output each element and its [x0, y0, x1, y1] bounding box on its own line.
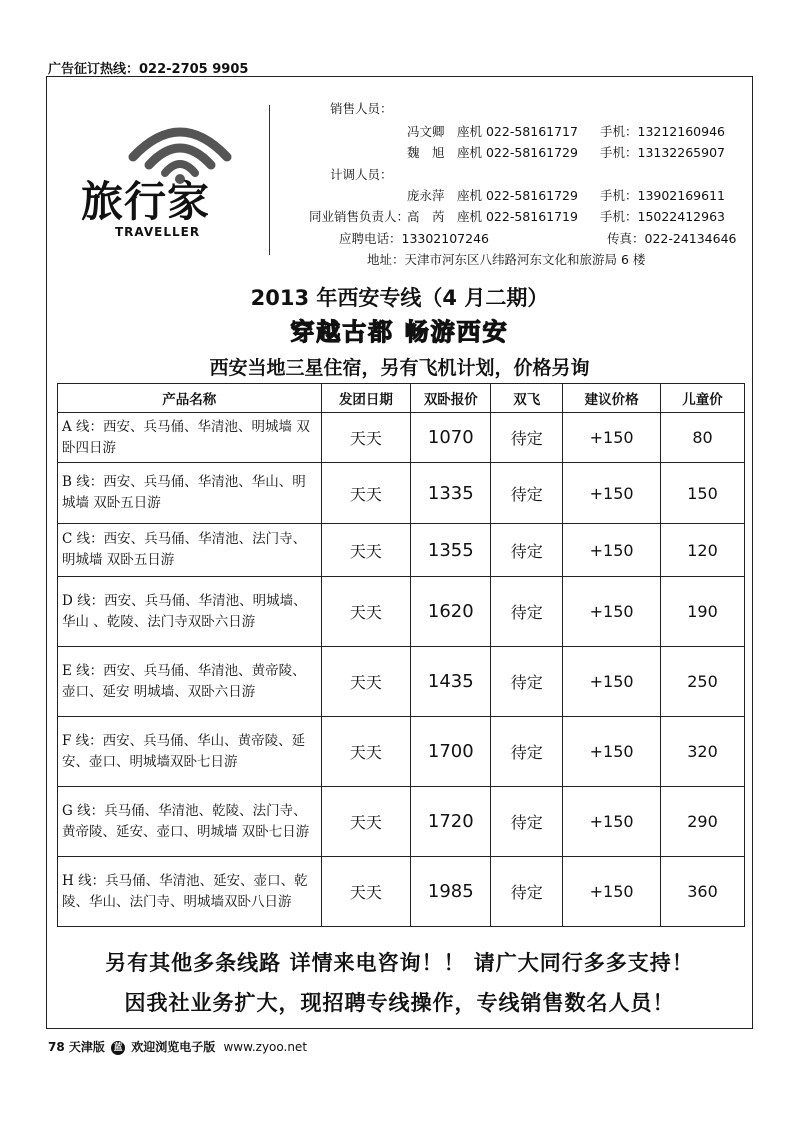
fax: 传真：022-24134646: [607, 231, 737, 246]
sales-label: 销售人员：: [330, 101, 393, 116]
header-date: 发团日期: [321, 384, 411, 413]
address: 地址：天津市河东区八纬路河东文化和旅游局 6 楼: [367, 252, 646, 267]
table-row: [58, 857, 745, 927]
table-row: [58, 787, 745, 857]
sales-1-name: 冯文卿: [407, 124, 445, 139]
sales-2-mobile: 手机：13132265907: [600, 145, 725, 160]
route-suggest: +150: [563, 717, 661, 787]
table-row: [58, 463, 745, 524]
route-fly: 待定: [491, 524, 563, 577]
header-product: 产品名称: [58, 384, 322, 413]
route-suggest: +150: [563, 787, 661, 857]
route-name: B 线：西安、兵马俑、华清池、华山、明城墙 双卧五日游: [58, 463, 322, 524]
table-header-row: [58, 384, 745, 413]
slogan: 穿越古都 畅游西安: [290, 318, 509, 346]
route-child: 290: [661, 787, 745, 857]
peer-label: 同业销售负责人：: [309, 209, 410, 224]
route-price: 1720: [411, 787, 491, 857]
table-row: [58, 413, 745, 463]
route-date: 天天: [321, 413, 411, 463]
route-fly: 待定: [491, 413, 563, 463]
route-name: H 线：兵马俑、华清池、延安、壶口、乾陵、华山、法门寺、明城墙双卧八日游: [58, 857, 322, 927]
brand-subtitle: TRAVELLER: [115, 225, 201, 239]
route-date: 天天: [321, 717, 411, 787]
route-name: G 线：兵马俑、华清池、乾陵、法门寺、黄帝陵、延安、壶口、明城墙 双卧七日游: [58, 787, 322, 857]
route-suggest: +150: [563, 647, 661, 717]
ad-frame: [46, 76, 753, 1029]
brand-name: 旅行家: [81, 177, 211, 226]
route-price: 1355: [411, 524, 491, 577]
header-fly: 双飞: [491, 384, 563, 413]
table-row: [58, 647, 745, 717]
logo: [77, 107, 277, 247]
planner-label: 计调人员：: [330, 167, 393, 182]
welcome-text: 欢迎浏览电子版: [131, 1040, 216, 1054]
page-title: 2013 年西安专线（4 月二期）: [250, 286, 549, 310]
sales-2-name: 魏 旭: [407, 145, 445, 160]
sales-1-tel: 座机 022-58161717: [457, 124, 578, 139]
planner-tel: 座机 022-58161729: [457, 188, 578, 203]
planner-mobile: 手机：13902169611: [600, 188, 725, 203]
route-date: 天天: [321, 463, 411, 524]
edition-badge: 蓝: [111, 1041, 125, 1055]
peer-tel: 座机 022-58161719: [457, 209, 578, 224]
route-name: E 线：西安、兵马俑、华清池、黄帝陵、壶口、延安 明城墙、双卧六日游: [58, 647, 322, 717]
route-price: 1620: [411, 577, 491, 647]
route-suggest: +150: [563, 413, 661, 463]
header-child: 儿童价: [661, 384, 745, 413]
route-price: 1070: [411, 413, 491, 463]
route-fly: 待定: [491, 787, 563, 857]
planner-name: 庞永萍: [407, 188, 445, 203]
header-divider: [269, 105, 270, 255]
route-price: 1985: [411, 857, 491, 927]
edition: 天津版: [68, 1040, 105, 1054]
route-child: 80: [661, 413, 745, 463]
route-date: 天天: [321, 524, 411, 577]
routes-table: [57, 383, 745, 927]
route-child: 320: [661, 717, 745, 787]
route-price: 1335: [411, 463, 491, 524]
route-child: 150: [661, 463, 745, 524]
footer-line-1: 另有其他多条线路 详情来电咨询！！ 请广大同行多多支持！: [105, 951, 694, 975]
subtitle: 西安当地三星住宿，另有飞机计划，价格另询: [209, 357, 590, 379]
route-name: A 线：西安、兵马俑、华清池、明城墙 双卧四日游: [58, 413, 322, 463]
route-suggest: +150: [563, 524, 661, 577]
header: [47, 77, 752, 272]
header-price: 双卧报价: [411, 384, 491, 413]
peer-mobile: 手机：15022412963: [600, 209, 725, 224]
route-date: 天天: [321, 577, 411, 647]
route-date: 天天: [321, 787, 411, 857]
page-footer: [48, 1038, 307, 1055]
route-fly: 待定: [491, 717, 563, 787]
route-child: 250: [661, 647, 745, 717]
route-child: 190: [661, 577, 745, 647]
sales-2-tel: 座机 022-58161729: [457, 145, 578, 160]
route-name: C 线：西安、兵马俑、华清池、法门寺、明城墙 双卧五日游: [58, 524, 322, 577]
table-row: [58, 577, 745, 647]
route-child: 360: [661, 857, 745, 927]
route-fly: 待定: [491, 577, 563, 647]
route-name: F 线：西安、兵马俑、华山、黄帝陵、延安、壶口、明城墙双卧七日游: [58, 717, 322, 787]
route-fly: 待定: [491, 647, 563, 717]
route-suggest: +150: [563, 463, 661, 524]
table-row: [58, 524, 745, 577]
sales-1-mobile: 手机：13212160946: [600, 124, 725, 139]
title-block: [47, 282, 752, 380]
route-price: 1700: [411, 717, 491, 787]
ad-hotline: 广告征订热线：022-2705 9905: [48, 62, 249, 77]
route-date: 天天: [321, 857, 411, 927]
route-fly: 待定: [491, 463, 563, 524]
route-suggest: +150: [563, 857, 661, 927]
route-suggest: +150: [563, 577, 661, 647]
route-date: 天天: [321, 647, 411, 717]
page-number: 78: [48, 1040, 65, 1054]
recruit-phone: 应聘电话：13302107246: [339, 231, 489, 246]
header-suggest: 建议价格: [563, 384, 661, 413]
route-child: 120: [661, 524, 745, 577]
site-link[interactable]: www.zyoo.net: [223, 1040, 308, 1054]
route-name: D 线：西安、兵马俑、华清池、明城墙、华山 、乾陵、法门寺双卧六日游: [58, 577, 322, 647]
route-price: 1435: [411, 647, 491, 717]
footer-line-2: 因我社业务扩大，现招聘专线操作，专线销售数名人员！: [124, 991, 675, 1015]
peer-name: 高 芮: [407, 209, 445, 224]
table-row: [58, 717, 745, 787]
route-fly: 待定: [491, 857, 563, 927]
